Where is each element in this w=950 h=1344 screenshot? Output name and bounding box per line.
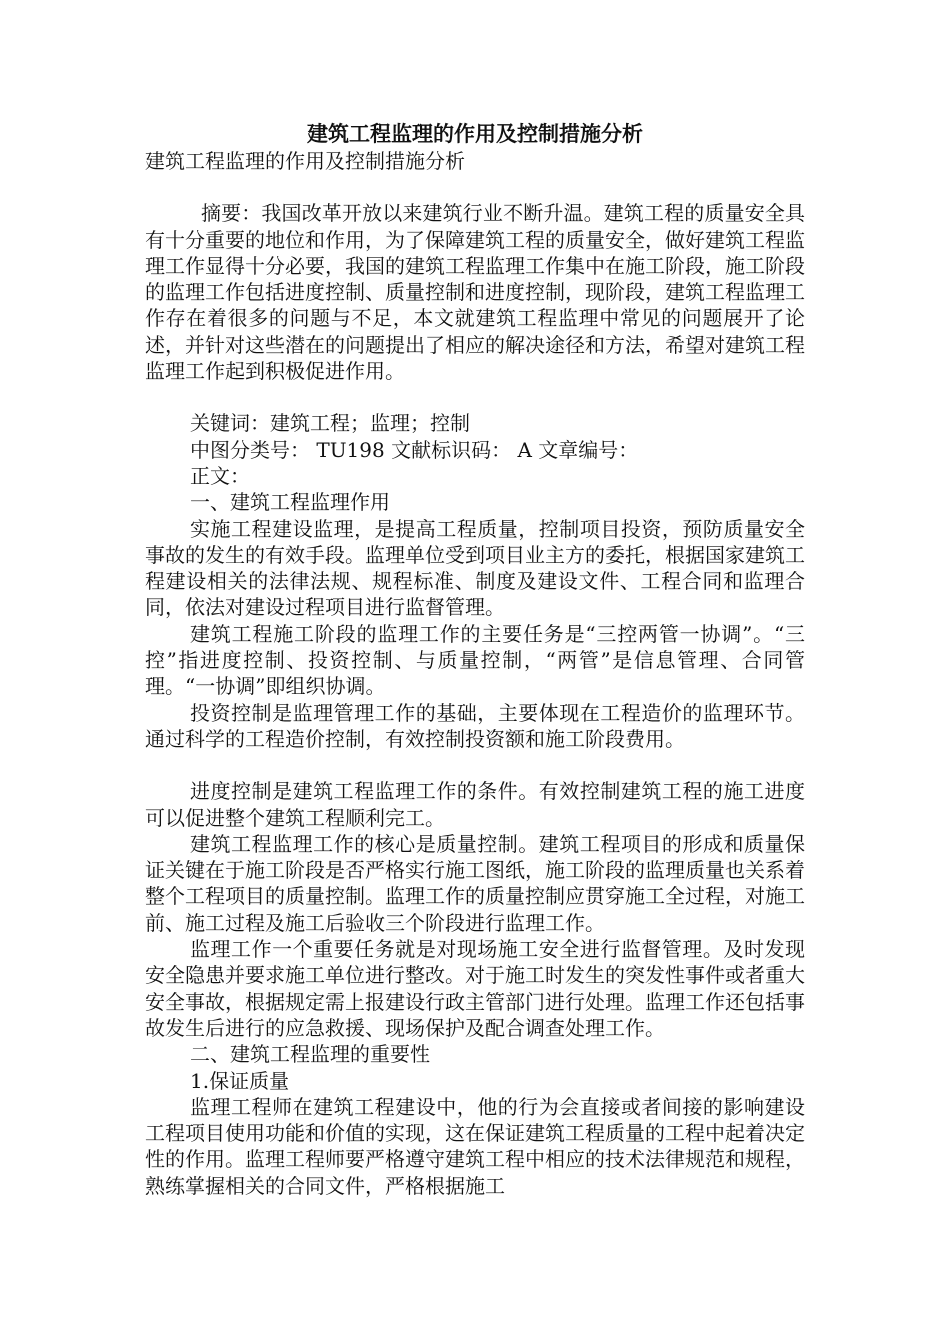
blank-line xyxy=(145,384,805,410)
body-label: 正文： xyxy=(190,463,250,488)
paragraph: 投资控制是监理管理工作的基础，主要体现在工程造价的监理环节。通过科学的工程造价控制，有效控制投资额和施工阶段费用。 xyxy=(145,700,805,751)
paragraph: 建筑工程监理工作的核心是质量控制。建筑工程项目的形成和质量保证关键在于施工阶段是否严格实行施工图纸，施工阶段的监理质量也关系着整个工程项目的质量控制。监理工作的质量控制应贯穿施工全过程，对施工前、施工过程及施工后验收三个阶段进行监理工作。 xyxy=(145,831,805,935)
document-body xyxy=(145,148,805,1199)
blank-line xyxy=(145,174,805,200)
section-heading-1: 一、建筑工程监理作用 xyxy=(190,490,390,515)
keywords-line: 关键词：建筑工程；监理；控制 xyxy=(190,411,470,436)
blank-line xyxy=(145,752,805,778)
paragraph: 监理工作一个重要任务就是对现场施工安全进行监督管理。及时发现安全隐患并要求施工单位进行整改。对于施工时发生的突发性事件或者重大安全事故，根据规定需上报建设行政主管部门进行处理。监理工作还包括事故发生后进行的应急救援、现场保护及配合调查处理工作。 xyxy=(145,937,805,1040)
subsection-heading-1: 1.保证质量 xyxy=(190,1068,290,1093)
document-title: 建筑工程监理的作用及控制措施分析 xyxy=(307,122,643,146)
paragraph: 进度控制是建筑工程监理工作的条件。有效控制建筑工程的施工进度可以促进整个建筑工程顺利完工。 xyxy=(145,779,805,830)
paragraph: 实施工程建设监理，是提高工程质量，控制项目投资，预防质量安全事故的发生的有效手段。监理单位受到项目业主方的委托，根据国家建筑工程建设相关的法律法规、规程标准、制度及建设文件、工程合同和监理合同，依法对建设过程项目进行监督管理。 xyxy=(145,516,805,620)
abstract-paragraph: 摘要：我国改革开放以来建筑行业不断升温。建筑工程的质量安全具有十分重要的地位和作用，为了保障建筑工程的质量安全，做好建筑工程监理工作显得十分必要，我国的建筑工程监理工作集中在施工阶段，施工阶段的监理工作包括进度控制、质量控制和进度控制，现阶段，建筑工程监理工作存在着很多的问题与不足，本文就建筑工程监理中常见的问题展开了论述，并针对这些潜在的问题提出了相应的解决途径和方法，希望对建筑工程监理工作起到积极促进作用。 xyxy=(145,201,805,384)
classification-line: 中图分类号： TU198 文献标识码： A 文章编号： xyxy=(190,437,639,462)
document-subtitle: 建筑工程监理的作用及控制措施分析 xyxy=(145,149,465,173)
section-heading-2: 二、建筑工程监理的重要性 xyxy=(190,1042,430,1067)
paragraph: 监理工程师在建筑工程建设中，他的行为会直接或者间接的影响建设工程项目使用功能和价值的实现，这在保证建筑工程质量的工程中起着决定性的作用。监理工程师要严格遵守建筑工程中相应的技术法律规范和规程，熟练掌握相关的合同文件，严格根据施工 xyxy=(145,1094,805,1198)
paragraph: 建筑工程施工阶段的监理工作的主要任务是“三控两管一协调”。“三控”指进度控制、投资控制、与质量控制，“两管”是信息管理、合同管理。“一协调”即组织协调。 xyxy=(145,621,805,699)
